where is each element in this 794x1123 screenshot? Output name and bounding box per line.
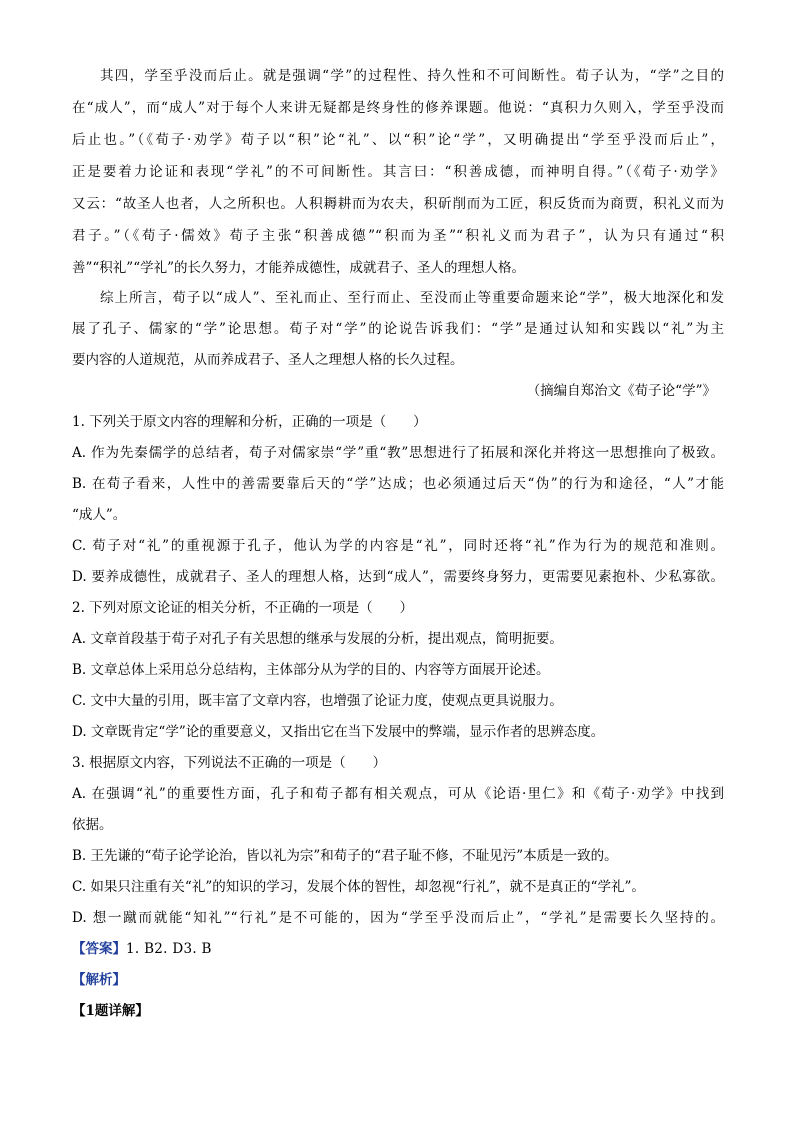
question-stem: 1. 下列关于原文内容的理解和分析，正确的一项是（ ） [72,414,427,430]
option-b: B. 在荀子看来，人性中的善需要靠后天的“学”达成；也必须通过后天“伪”的行为和途径，“人”才能 [72,476,724,492]
option-b: B. 王先谦的“荀子论学论治，皆以礼为宗”和荀子的“君子耻不修，不耻见污”本质是一致的。 [72,848,618,864]
passage-line: 其四，学至乎没而后止。就是强调“学”的过程性、持久性和不可间断性。荀子认为，“学”之目的 [100,68,724,84]
question-stem: 3. 根据原文内容，下列说法不正确的一项是（ ） [72,755,387,771]
option-c: C. 如果只注重有关“礼”的知识的学习，发展个体的智性，却忽视“行礼”，就不是真正的“学礼”。 [72,879,645,895]
detail-row [72,1001,724,1021]
passage-line: 要内容的人道规范，从而养成君子、圣人之理想人格的长久过程。 [72,352,464,368]
passage-line: 在“成人”，而“成人”对于每个人来讲无疑都是终身性的修养课题。他说：“真积力久则入，学至乎没而 [72,100,724,116]
analysis-label: 【解析】 [72,972,126,988]
option-a-cont: 依据。 [72,817,113,833]
analysis-row [72,970,724,990]
option-b-cont: “成人”。 [72,507,127,523]
option-a: A. 作为先秦儒学的总结者，荀子对儒家崇“学”重“教”思想进行了拓展和深化并将这一思想推向了极致。 [72,445,724,461]
option-c: C. 文中大量的引用，既丰富了文章内容，也增强了论证力度，使观点更具说服力。 [72,693,563,709]
passage-line: 善”“积礼”“学礼”的长久努力，才能养成德性，成就君子、圣人的理想人格。 [72,260,526,276]
option-d: D. 文章既肯定“学”论的重要意义，又指出它在当下发展中的弊端，显示作者的思辨态度。 [72,724,605,740]
answer-label: 【答案】 [72,941,126,957]
option-a: A. 文章首段基于荀子对孔子有关思想的继承与发展的分析，提出观点，简明扼要。 [72,631,563,647]
answer-row [72,939,724,959]
source-citation: （摘编自郑治文《荀子论“学”》 [526,383,716,399]
passage-line: 展了孔子、儒家的“学”论思想。荀子对“学”的论说告诉我们：“学”是通过认知和实践以“礼”为主 [72,321,724,337]
passage-line: 正是要着力论证和表现“学礼”的不可间断性。其言曰：“积善成德，而神明自得。”（《荀子·劝学》 [72,164,724,180]
passage-line: 君子。”（《荀子·儒效》荀子主张“积善成德”“积而为圣”“积礼义而为君子”，认为只有通过“积 [72,228,724,244]
option-d: D. 要养成德性，成就君子、圣人的理想人格，达到“成人”，需要终身努力，更需要见素抱朴、少私寡欲。 [72,569,724,585]
option-a: A. 在强调“礼”的重要性方面，孔子和荀子都有相关观点，可从《论语·里仁》和《荀子·劝学》中找到 [72,786,724,802]
passage-line: 后止也。”（《荀子·劝学》荀子以“积”论“礼”、以“积”论“学”，又明确提出“学至乎没而后止”， [72,132,724,148]
detail-label: 【1题详解】 [72,1003,149,1019]
option-c: C. 荀子对“礼”的重视源于孔子，他认为学的内容是“礼”，同时还将“礼”作为行为的规范和准则。 [72,538,724,554]
option-b: B. 文章总体上采用总分总结构，主体部分从为学的目的、内容等方面展开论述。 [72,662,550,678]
question-stem: 2. 下列对原文论证的相关分析，不正确的一项是（ ） [72,600,414,616]
passage-line: 又云：“故圣人也者，人之所积也。人积耨耕而为农夫，积斫削而为工匠，积反货而为商贾，积礼义而为 [72,196,724,212]
answer-text: 1. B2. D3. B [126,941,212,957]
passage-line: 综上所言，荀子以“成人”、至礼而止、至行而止、至没而止等重要命题来论“学”，极大地深化和发 [100,290,724,306]
option-d: D. 想一蹴而就能“知礼”“行礼”是不可能的，因为“学至乎没而后止”，“学礼”是需要长久坚持的。 [72,910,724,926]
